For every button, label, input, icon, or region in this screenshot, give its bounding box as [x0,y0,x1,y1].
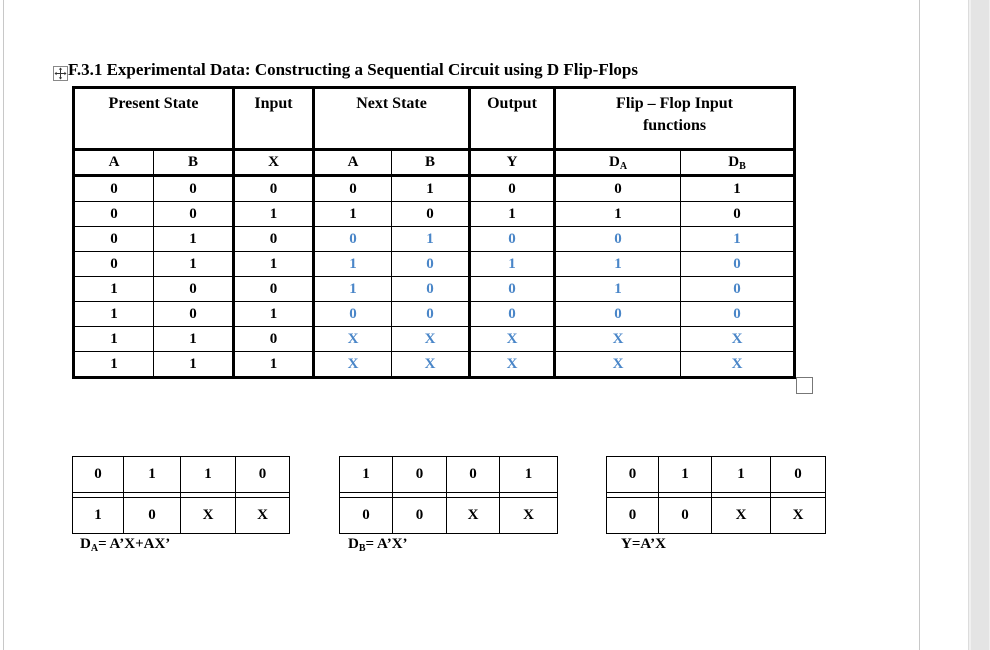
kmap-equation [348,536,408,554]
kmap-cell: 0 [607,457,659,493]
cell-next-a: X [314,352,392,378]
kmap-cell: 0 [447,457,500,493]
equation-subscript: B [358,543,366,554]
cell-da: 1 [555,202,681,227]
cell-y: 0 [470,227,555,252]
input-header: Input [234,88,314,146]
equation-main: D [348,536,359,552]
cell-x: 1 [234,302,314,327]
flip-flop-header-line1: Flip – Flop Input [616,95,733,112]
cell-next-b: X [392,352,470,378]
col-header-da-sub: A [619,160,628,172]
kmap-cell: 1 [500,457,558,493]
kmap-row [73,457,290,493]
cell-a: 1 [74,352,154,378]
next-state-header: Next State [314,88,470,146]
karnaugh-map [606,456,826,534]
kmap-cell: 1 [181,457,236,493]
cell-x: 0 [234,176,314,202]
cell-next-b: X [392,327,470,352]
output-header: Output [470,88,555,146]
kmap-cell: X [181,498,236,534]
equation-subscript: A [90,543,99,554]
kmap-cell: 0 [393,457,447,493]
equation-rest: = A’X’ [365,536,408,552]
kmap-cell: X [771,498,826,534]
cell-y: X [470,352,555,378]
cell-da: 1 [555,277,681,302]
cell-next-b: 0 [392,252,470,277]
cell-a: 1 [74,277,154,302]
state-table [72,86,796,379]
cell-y: X [470,327,555,352]
cell-db: X [681,327,795,352]
equation-rest: = A’X+AX’ [98,536,171,552]
cell-x: 0 [234,277,314,302]
cell-next-b: 0 [392,202,470,227]
equation-main: Y=A’X [621,536,666,552]
cell-next-a: 1 [314,202,392,227]
cell-y: 1 [470,202,555,227]
cell-a: 0 [74,252,154,277]
cell-da: 0 [555,176,681,202]
cell-db: 0 [681,277,795,302]
cell-a: 1 [74,302,154,327]
cell-da: X [555,327,681,352]
col-header-db-main: D [728,153,740,170]
col-header-y: Y [470,150,555,176]
kmap-cell: X [712,498,771,534]
kmap-cell: 1 [712,457,771,493]
cell-next-a: 0 [314,302,392,327]
kmap-cell: X [447,498,500,534]
kmap-cell: X [236,498,290,534]
cell-a: 0 [74,227,154,252]
cell-db: 1 [681,227,795,252]
cell-next-a: 0 [314,227,392,252]
kmap-cell: X [500,498,558,534]
cell-a: 0 [74,176,154,202]
kmap-equation [621,536,666,553]
present-state-header: Present State [74,88,234,146]
equation-main: D [80,536,91,552]
cell-b: 1 [154,352,234,378]
cell-y: 0 [470,176,555,202]
kmap-cell: 0 [771,457,826,493]
cell-b: 0 [154,202,234,227]
table-row [74,252,795,277]
kmap-cell: 0 [340,498,393,534]
col-header-x: X [234,150,314,176]
kmap-cell: 1 [340,457,393,493]
kmap-cell: 1 [73,498,124,534]
table-move-handle-icon[interactable] [53,66,68,81]
cell-next-b: 1 [392,176,470,202]
col-header-a: A [74,150,154,176]
cell-b: 0 [154,302,234,327]
kmap-cell: 0 [236,457,290,493]
col-header-next-a: A [314,150,392,176]
table-row [74,227,795,252]
cell-y: 1 [470,252,555,277]
cell-b: 1 [154,227,234,252]
flip-flop-header [555,88,795,146]
page-right-edge [919,0,920,650]
document-heading: F.3.1 Experimental Data: Constructing a Sequential Circuit using D Flip-Flops [68,60,639,79]
cell-x: 1 [234,202,314,227]
cell-next-a: 1 [314,277,392,302]
flip-flop-header-line2: functions [642,117,707,134]
kmap-cell: 0 [73,457,124,493]
cell-next-b: 1 [392,227,470,252]
table-row [74,176,795,202]
cell-x: 0 [234,327,314,352]
cell-db: 1 [681,176,795,202]
table-row [74,202,795,227]
table-row [74,352,795,378]
kmap-row [340,498,558,534]
cell-b: 1 [154,252,234,277]
cell-da: 0 [555,227,681,252]
cell-a: 1 [74,327,154,352]
cell-next-a: 1 [314,252,392,277]
table-resize-handle[interactable] [796,377,813,394]
kmap-cell: 0 [607,498,659,534]
scrollbar-thumb[interactable] [971,0,989,650]
cell-y: 0 [470,277,555,302]
col-header-da [555,150,681,176]
kmap-cell: 0 [124,498,181,534]
col-header-db-sub: B [739,160,746,172]
cell-x: 1 [234,352,314,378]
kmap-equation [80,536,170,554]
kmap-row [340,457,558,493]
cell-next-a: 0 [314,176,392,202]
karnaugh-map [72,456,290,534]
table-row [74,327,795,352]
cell-da: 1 [555,252,681,277]
cell-b: 1 [154,327,234,352]
table-row [74,302,795,327]
kmap-row [73,498,290,534]
cell-da: X [555,352,681,378]
cell-db: 0 [681,252,795,277]
col-header-db [681,150,795,176]
col-header-da-main: D [608,153,620,170]
cell-db: 0 [681,202,795,227]
cell-b: 0 [154,176,234,202]
cell-db: X [681,352,795,378]
cell-a: 0 [74,202,154,227]
cell-da: 0 [555,302,681,327]
kmap-row [607,457,826,493]
kmap-cell: 0 [659,498,712,534]
col-header-next-b: B [392,150,470,176]
kmap-row [607,498,826,534]
karnaugh-map [339,456,558,534]
kmap-cell: 1 [124,457,181,493]
page-left-edge [3,0,4,650]
cell-next-a: X [314,327,392,352]
kmap-cell: 0 [393,498,447,534]
cell-x: 1 [234,252,314,277]
cell-b: 0 [154,277,234,302]
cell-next-b: 0 [392,277,470,302]
cell-next-b: 0 [392,302,470,327]
cell-y: 0 [470,302,555,327]
col-header-b: B [154,150,234,176]
table-row [74,277,795,302]
kmap-cell: 1 [659,457,712,493]
cell-x: 0 [234,227,314,252]
cell-db: 0 [681,302,795,327]
